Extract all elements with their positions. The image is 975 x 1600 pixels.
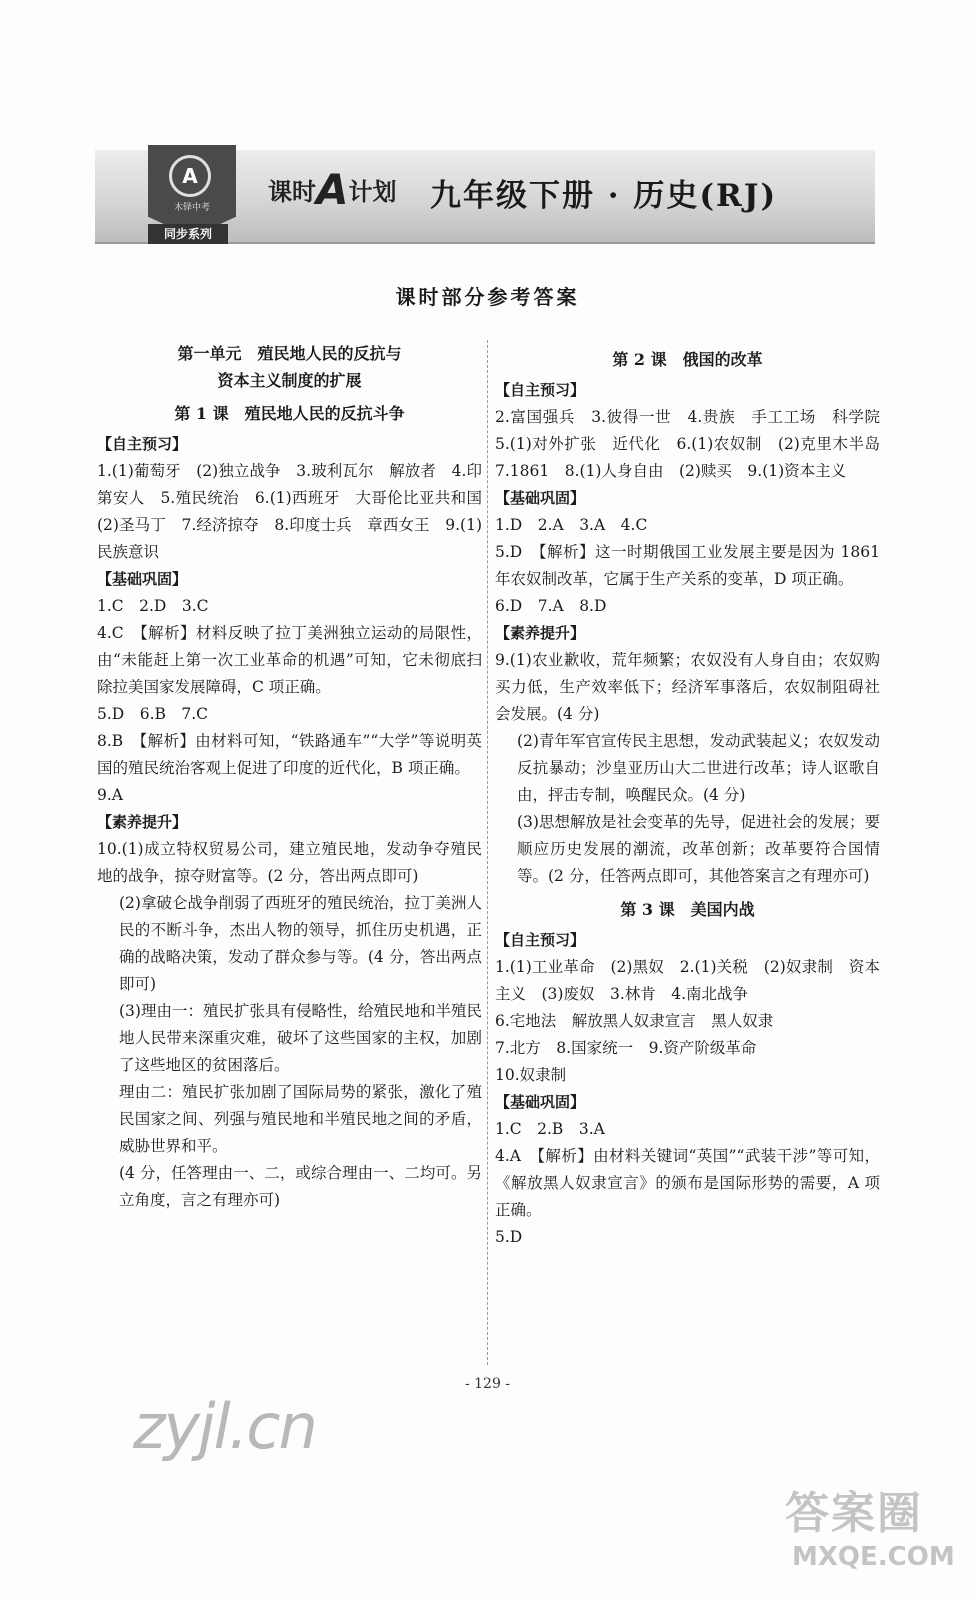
answer-text: (3)理由一：殖民扩张具有侵略性，给殖民地和半殖民地人民带来深重灾难，破坏了这些国家的主权，加剧了这些地区的贫困落后。 xyxy=(119,1002,482,1074)
section-heading: 【自主预习】 xyxy=(495,381,586,399)
right-column xyxy=(495,340,896,1251)
answer-text: 1.(1)葡萄牙 (2)独立战争 3.玻利瓦尔 解放者 4.印第安人 5.殖民统治 6.(1)西班牙 大哥伦比亚共和国 (2)圣马丁 7.经济掠夺 8.印度士兵 章西女王 9.(1)民族意识 xyxy=(97,462,498,561)
answer-text: 10.奴隶制 xyxy=(495,1066,567,1084)
unit-title: 第一单元 殖民地人民的反抗与 xyxy=(177,344,402,363)
watermark-site: zyjl.cn xyxy=(133,1390,316,1463)
answer-text: (2)拿破仑战争削弱了西班牙的殖民统治，拉丁美洲人民的不断斗争，杰出人物的领导，抓住历史机遇，正确的战略决策，发动了群众参与等。(4 分，答出两点即可) xyxy=(119,894,482,993)
answer-text: 9.(1)农业歉收，荒年频繁；农奴没有人身自由；农奴购买力低，生产效率低下；经济军事落后，农奴制阻碍社会发展。(4 分) xyxy=(495,651,880,723)
answer-text: (4 分，任答理由一、二，或综合理由一、二均可。另立角度，言之有理亦可) xyxy=(119,1164,482,1209)
series-label: 同步系列 xyxy=(148,224,228,244)
lesson-title: 第 3 课 美国内战 xyxy=(620,900,755,919)
brand-title: 课时A计划 xyxy=(268,165,397,214)
answer-text: 5.D 【解析】这一时期俄国工业发展主要是因为 1861 年农奴制改革，它属于生产关系的变革，D 项正确。 xyxy=(495,543,880,588)
answer-text: 6.宅地法 解放黑人奴隶宣言 黑人奴隶 xyxy=(495,1012,774,1030)
section-heading: 【素养提升】 xyxy=(495,624,586,642)
answer-text: 1.(1)工业革命 (2)黑奴 2.(1)关税 (2)奴隶制 资本主义 (3)废奴 3.林肯 4.南北战争 xyxy=(495,958,880,1003)
answer-text: (2)青年军官宣传民主思想，发动武装起义；农奴发动反抗暴动；沙皇亚历山大二世进行改革；诗人讴歌自由，抨击专制，唤醒民众。(4 分) xyxy=(517,732,880,804)
answer-text: 2.富国强兵 3.彼得一世 4.贵族 手工工场 科学院 5.(1)对外扩张 近代化 6.(1)农奴制 (2)克里木半岛 7.1861 8.(1)人身自由 (2)赎买 9.(1)资本主义 xyxy=(495,408,896,480)
logo-caption: 木铎中考 xyxy=(173,203,210,213)
lesson-title: 第 1 课 殖民地人民的反抗斗争 xyxy=(174,404,405,423)
left-column xyxy=(97,340,498,1214)
section-heading: 【基础巩固】 xyxy=(495,489,586,507)
answer-text: 4.C 【解析】材料反映了拉丁美洲独立运动的局限性，由“未能赶上第一次工业革命的机遇”可知，它未彻底扫除拉美国家发展障碍，C 项正确。 xyxy=(97,624,482,696)
logo-emblem-icon: A xyxy=(169,155,211,197)
lesson-title: 第 2 课 俄国的改革 xyxy=(612,350,763,369)
section-heading: 【基础巩固】 xyxy=(97,570,188,588)
answer-text: 6.D 7.A 8.D xyxy=(495,597,607,615)
answer-text: 5.D 6.B 7.C xyxy=(97,705,209,723)
section-heading: 【素养提升】 xyxy=(97,813,188,831)
answer-text: 1.C 2.D 3.C xyxy=(97,597,209,615)
answer-text: 9.A xyxy=(97,786,123,804)
answer-text: 1.C 2.B 3.A xyxy=(495,1120,605,1138)
watermark-logo-icon: 答案圈 xyxy=(785,1488,923,1539)
answer-text: 5.D xyxy=(495,1228,523,1246)
unit-title-line2: 资本主义制度的扩展 xyxy=(217,371,362,390)
section-heading: 【基础巩固】 xyxy=(495,1093,586,1111)
watermark-domain: MXQE.COM xyxy=(792,1542,955,1572)
answer-text: 10.(1)成立特权贸易公司，建立殖民地，发动争夺殖民地的战争，掠夺财富等。(2 分，答出两点即可) xyxy=(97,840,482,885)
section-heading: 【自主预习】 xyxy=(97,435,188,453)
answer-text: 8.B 【解析】由材料可知，“铁路通车”“大学”等说明英国的殖民统治客观上促进了印度的近代化，B 项正确。 xyxy=(97,732,482,777)
page-number: - 129 - xyxy=(464,1376,511,1392)
answer-text: 理由二：殖民扩张加剧了国际局势的紧张，激化了殖民国家之间、列强与殖民地和半殖民地之间的矛盾，威胁世界和平。 xyxy=(119,1083,482,1155)
answer-text: 7.北方 8.国家统一 9.资产阶级革命 xyxy=(495,1039,757,1057)
book-title: 九年级下册 · 历史(RJ) xyxy=(430,178,778,214)
answer-text: (3)思想解放是社会变革的先导，促进社会的发展；要顺应历史发展的潮流，改革创新；改革要符合国情等。(2 分，任答两点即可，其他答案言之有理亦可) xyxy=(517,813,880,885)
section-heading: 【自主预习】 xyxy=(495,931,586,949)
page-title: 课时部分参考答案 xyxy=(395,285,580,309)
answer-text: 1.D 2.A 3.A 4.C xyxy=(495,516,648,534)
answer-text: 4.A 【解析】由材料关键词“英国”“武装干涉”等可知，《解放黑人奴隶宣言》的颁布是国际形势的需要，A 项正确。 xyxy=(495,1147,880,1219)
